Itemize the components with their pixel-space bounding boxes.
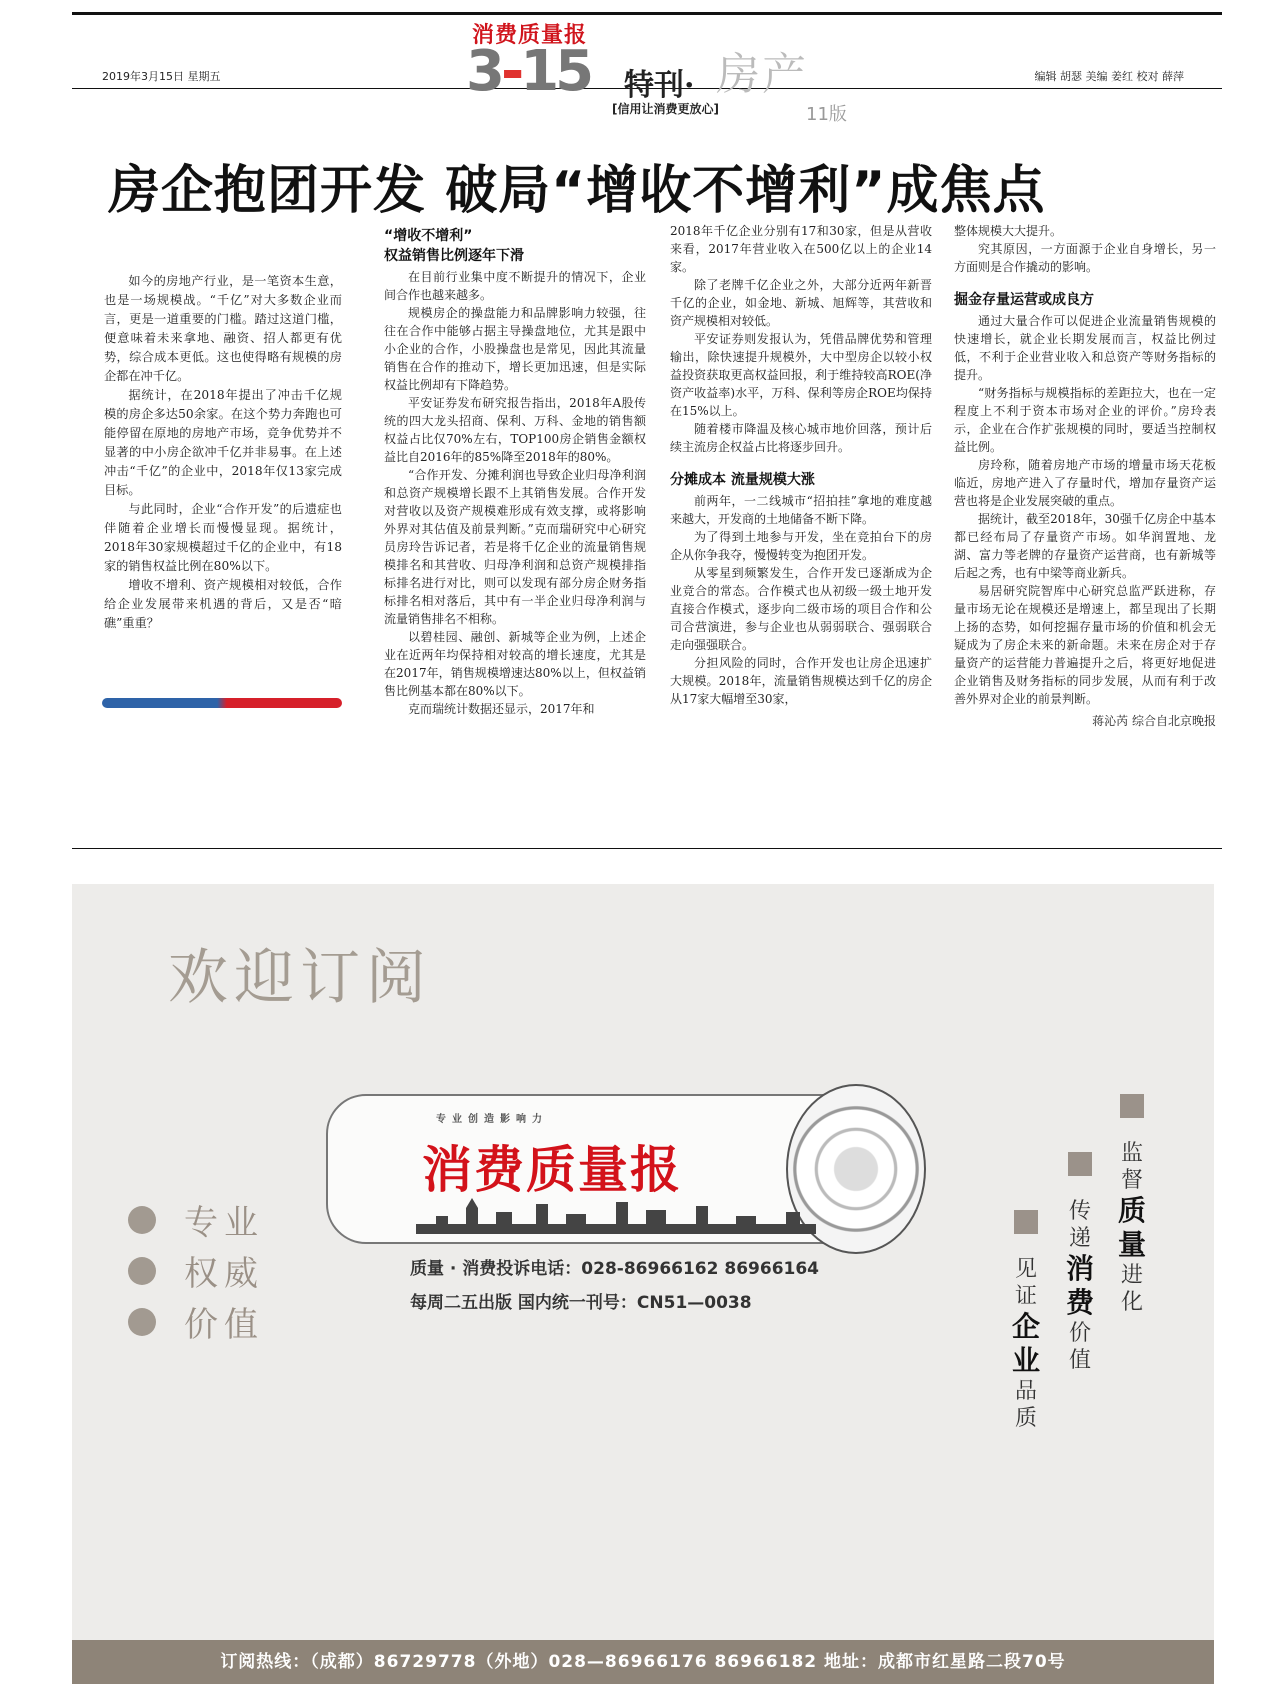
slogan-prefix: 监督 xyxy=(1120,1141,1143,1193)
slogan-suffix: 进化 xyxy=(1120,1263,1143,1315)
ad-publication-info: 每周二五出版 国内统一刊号：CN51—0038 xyxy=(410,1293,752,1313)
body-paragraph: 随着楼市降温及核心城市地价回落，预计后续主流房企权益占比将逐步回升。 xyxy=(670,422,932,454)
bullet-dot-icon xyxy=(128,1257,156,1285)
page-number: 11版 xyxy=(806,104,847,125)
vertical-slogan-3 xyxy=(1006,1210,1046,1432)
body-paragraph: 整体规模大大提升。 xyxy=(954,224,1063,238)
square-bullet-icon xyxy=(1014,1210,1038,1234)
value-item xyxy=(128,1194,264,1245)
body-paragraph: 除了老牌千亿企业之外，大部分近两年新晋千亿的企业，如金地、新城、旭辉等，其营收和资产规模相对较低。 xyxy=(670,278,932,328)
body-paragraph: 规模房企的操盘能力和品牌影响力较强，往往在合作中能够占据主导操盘地位，尤其是跟中小企业的合作，小股操盘也是常见，因此其流量销售在合作的推动下，增长更加迅速，但是实际权益比例却有下降趋势。 xyxy=(384,306,646,392)
subscription-ad xyxy=(72,884,1214,1684)
slogan-suffix: 品质 xyxy=(1014,1379,1037,1431)
body-paragraph: 前两年，一二线城市“招拍挂”拿地的难度越来越大，开发商的土地储备不断下降。 xyxy=(670,494,932,526)
square-bullet-icon xyxy=(1120,1094,1144,1118)
ad-complaint-phone: 质量 · 消费投诉电话：028-86966162 86966164 xyxy=(410,1259,820,1279)
masthead-brand: 消费质量报 xyxy=(472,23,588,48)
slogan-prefix: 传递 xyxy=(1068,1199,1091,1251)
ad-brand-logo: 消费质量报 xyxy=(422,1141,682,1199)
body-paragraph: 房玲称，随着房地产市场的增量市场天花板临近，房地产进入了存量时代，增加存量资产运营也将是企业发展突破的重点。 xyxy=(954,458,1216,508)
body-paragraph: 克而瑞统计数据还显示，2017年和 xyxy=(408,702,595,716)
masthead-slogan: [信用让消费更放心] xyxy=(612,102,719,116)
value-label: 专业 xyxy=(184,1203,264,1243)
body-paragraph: 为了得到土地参与开发，坐在竞拍台下的房企从你争我夺，慢慢转变为抱团开发。 xyxy=(670,530,932,562)
masthead xyxy=(466,18,866,125)
article-byline: 蒋沁芮 综合自北京晚报 xyxy=(1092,714,1216,728)
article-column-3 xyxy=(670,222,932,708)
body-paragraph: 以碧桂园、融创、新城等企业为例，上述企业在近两年均保持相对较高的增长速度，尤其是在2017年，销售规模增速达80%以上，但权益销售比例基本都在80%以下。 xyxy=(384,630,646,698)
value-label: 价值 xyxy=(184,1305,264,1345)
subhead-3: 掘金存量运营或成良方 xyxy=(954,292,1094,308)
city-skyline-icon xyxy=(416,1194,816,1234)
lead-paragraph: 如今的房地产行业，是一笔资本生意，也是一场规模战。“千亿”对大多数企业而言，更是一道重要的门槛。踏过这道门槛，便意味着未来拿地、融资、招人都更有优势，综合成本更低。这也使得略有规模的房企都在冲千亿。 xyxy=(104,274,342,383)
subhead-2: 分摊成本 流量规模大涨 xyxy=(670,472,815,488)
ad-values-list xyxy=(128,1194,264,1347)
decorative-color-bar xyxy=(102,698,342,708)
square-bullet-icon xyxy=(1068,1152,1092,1176)
value-label: 权威 xyxy=(184,1254,264,1294)
subscription-hotline-footer: 订阅热线：（成都）86729778（外地）028—86966176 86966182 地址：成都市红星路二段70号 xyxy=(72,1640,1214,1684)
logo-dash: - xyxy=(500,39,521,104)
body-paragraph: “合作开发、分摊利润也导致企业归母净利润和总资产规模增长跟不上其销售发展。合作开发对营收以及资产规模难形成有效支撑，或将影响外界对其估值及前景判断。”克而瑞研究中心研究员房玲告诉记者，若是将千亿企业的流量销售规模排名和其营收、归母净利润和总资产规模排指标排名进行对比，则可以发现有部分房企财务指标排名相对落后，其中有一半企业归母净利润与流量销售排名不相称。 xyxy=(384,468,646,626)
article-bottom-rule xyxy=(72,848,1222,849)
slogan-keyword: 企业 xyxy=(1011,1310,1040,1377)
special-issue-label: 特刊· xyxy=(624,68,695,103)
slogan-keyword: 质量 xyxy=(1117,1194,1146,1261)
top-rule xyxy=(72,12,1222,15)
bullet-dot-icon xyxy=(128,1206,156,1234)
value-item xyxy=(128,1296,264,1347)
body-paragraph: “财务指标与规模指标的差距拉大，也在一定程度上不利于资本市场对企业的评价。”房玲表示，企业在合作扩张规模的同时，要适当控制权益比例。 xyxy=(954,386,1216,454)
slogan-suffix: 价值 xyxy=(1068,1321,1091,1373)
body-paragraph: 平安证券发布研究报告指出，2018年A股传统的四大龙头招商、保利、万科、金地的销售额权益占比仅70%左右，TOP100房企销售金额权益比自2016年的85%降至2018年的80%。 xyxy=(384,396,646,464)
vertical-slogan-1 xyxy=(1112,1094,1152,1316)
body-paragraph: 通过大量合作可以促进企业流量销售规模的快速增长，就企业长期发展而言，权益比例过低，不利于企业营业收入和总资产等财务指标的提升。 xyxy=(954,314,1216,382)
body-paragraph: 究其原因，一方面源于企业自身增长，另一方面则是合作撬动的影响。 xyxy=(954,242,1216,274)
lead-paragraph: 据统计，在2018年提出了冲击千亿规模的房企多达50余家。在这个势力奔跑也可能停留在原地的房地产市场，竞争优势并不显著的中小房企欲冲千亿并非易事。在上述冲击“千亿”的企业中，2018年仅13家完成目标。 xyxy=(104,388,342,497)
lead-paragraph: 与此同时，企业“合作开发”的后遗症也伴随着企业增长而慢慢显现。据统计，2018年30家规模超过千亿的企业中，有18家的销售权益比例在80%以下。 xyxy=(104,502,342,573)
subhead-1a: “增收不增利” xyxy=(384,228,473,244)
lead-paragraph: 增收不增利、资产规模相对较低，合作给企业发展带来机遇的背后，又是否“暗礁”重重？ xyxy=(104,578,342,630)
body-paragraph: 平安证券则发报认为，凭借品牌优势和管理输出，除快速提升规模外，大中型房企以较小权益投资获取更高权益回报，利于维持较高ROE(净资产收益率)水平，万科、保利等房企ROE均保持在15%以上。 xyxy=(670,332,932,418)
ad-welcome-title: 欢迎订阅 xyxy=(168,943,432,1013)
lead-column xyxy=(104,272,342,633)
body-paragraph: 易居研究院智库中心研究总监严跃进称，存量市场无论在规模还是增速上，都呈现出了长期上扬的态势，如何挖掘存量市场的价值和机会无疑成为了房企未来的新命题。未来在房企对于存量资产的运营能力普遍提升之后，将更好地促进企业销售及财务指标的同步发展，从而有利于改善外界对企业的前景判断。 xyxy=(954,584,1216,706)
vertical-slogan-2 xyxy=(1060,1152,1100,1374)
article-headline: 房企抱团开发 破局“增收不增利”成焦点 xyxy=(108,161,1046,221)
logo-digits-15: 15 xyxy=(520,39,591,104)
slogan-prefix: 见证 xyxy=(1014,1257,1037,1309)
body-paragraph: 分担风险的同时，合作开发也让房企迅速扩大规模。2018年，流量销售规模达到千亿的房企从17家大幅增至30家， xyxy=(670,656,932,706)
slogan-keyword: 消费 xyxy=(1065,1252,1094,1319)
newspaper-scroll-illustration xyxy=(326,1084,926,1254)
issue-date: 2019年3月15日 星期五 xyxy=(102,70,221,83)
logo-digit-3: 3 xyxy=(466,39,501,104)
bullet-dot-icon xyxy=(128,1308,156,1336)
body-paragraph: 2018年千亿企业分别有17和30家，但是从营收来看，2017年营业收入在500亿以上的企业14家。 xyxy=(670,224,932,274)
body-paragraph: 在目前行业集中度不断提升的情况下，企业间合作也越来越多。 xyxy=(384,270,646,302)
value-item xyxy=(128,1245,264,1296)
ad-tagline: 专业创造影响力 xyxy=(436,1114,548,1125)
body-paragraph: 从零星到频繁发生，合作开发已逐渐成为企业竞合的常态。合作模式也从初级一级土地开发直接合作模式，逐步向二级市场的项目合作和公司合营演进，参与企业也从弱弱联合、强弱联合走向强强联合。 xyxy=(670,566,932,652)
masthead-315-logo xyxy=(466,39,591,104)
body-paragraph: 据统计，截至2018年，30强千亿房企中基本都已经布局了存量资产市场。如华润置地、龙湖、富力等老牌的存量资产运营商，也有新城等后起之秀，也有中梁等商业新兵。 xyxy=(954,512,1216,580)
editor-credits: 编辑 胡瑟 美编 姜红 校对 薛萍 xyxy=(1034,70,1184,83)
subhead-1b: 权益销售比例逐年下滑 xyxy=(384,248,524,264)
section-name: 房产 xyxy=(716,49,808,100)
article-column-4 xyxy=(954,222,1216,730)
article-column-2 xyxy=(384,222,646,718)
